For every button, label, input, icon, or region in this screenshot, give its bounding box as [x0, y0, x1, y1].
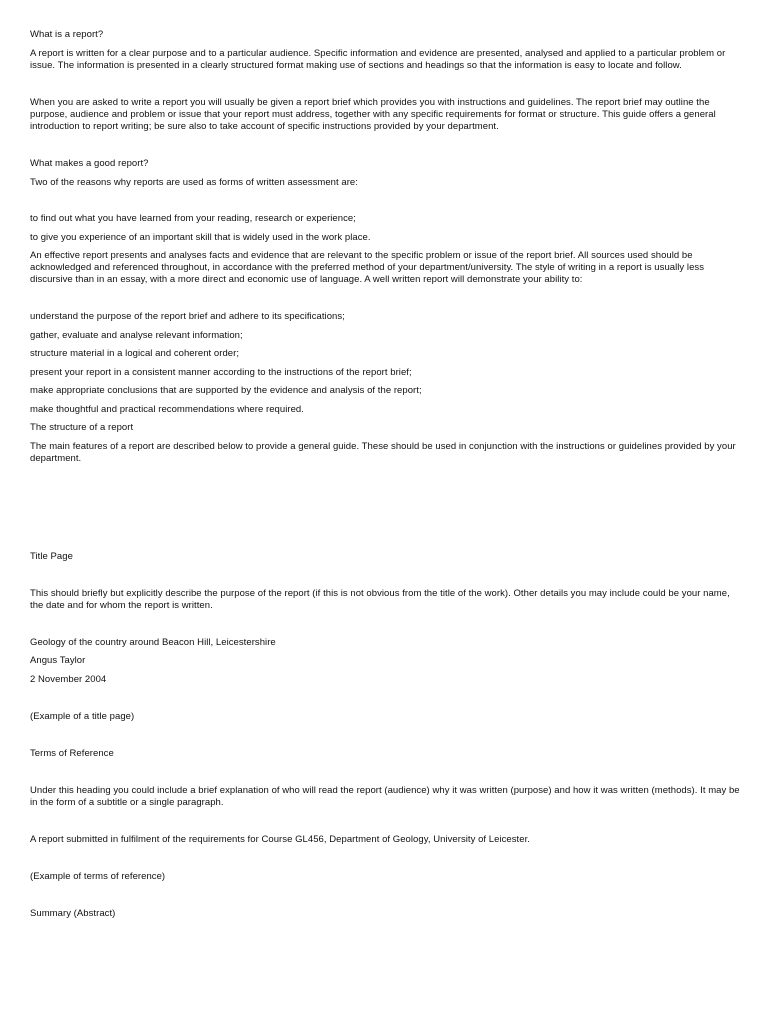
heading-good-report: What makes a good report? — [30, 158, 149, 169]
reason-item: to find out what you have learned from your reading, research or experience; — [30, 213, 356, 224]
heading-what-is-report: What is a report? — [30, 29, 104, 40]
paragraph-two-reasons: Two of the reasons why reports are used as forms of written assessment are: — [30, 177, 358, 188]
example-author: Angus Taylor — [30, 655, 86, 666]
paragraph-main-features: The main features of a report are described below to provide a general guide. These should be used in conjunction with the instructions or guidelines provided by your department. — [30, 441, 736, 464]
paragraph-title-page: This should briefly but explicitly describe the purpose of the report (if this is not obvious from the title of the work). Other details you may include could be your name, the date and for whom the report is written. — [30, 588, 730, 611]
ability-item: structure material in a logical and coherent order; — [30, 348, 240, 359]
ability-item: make thoughtful and practical recommendations where required. — [30, 404, 304, 415]
reason-item: to give you experience of an important skill that is widely used in the work place. — [30, 232, 371, 243]
ability-item: make appropriate conclusions that are supported by the evidence and analysis of the report; — [30, 385, 422, 396]
paragraph-terms-of-reference: Under this heading you could include a brief explanation of who will read the report (audience) why it was written (purpose) and how it was written (methods). It may be in the form of a subtitle or a single paragraph. — [30, 785, 740, 808]
ability-item: gather, evaluate and analyse relevant information; — [30, 330, 243, 341]
paragraph-report-definition: A report is written for a clear purpose and to a particular audience. Specific information and evidence are presented, analysed and applied to a particular problem or issue. The information is presented in a clearly structured format making use of sections and headings so that the information is easy to locate and follow. — [30, 48, 726, 71]
heading-title-page: Title Page — [30, 551, 73, 562]
paragraph-report-brief: When you are asked to write a report you will usually be given a report brief which provides you with instructions and guidelines. The report brief may outline the purpose, audience and problem or issue that your report must address, together with any specific requirements for format or structure. This guide offers a general introduction to report writing; be sure also to take account of specific instructions provided by your department. — [30, 97, 716, 132]
example-title: Geology of the country around Beacon Hill, Leicestershire — [30, 637, 276, 648]
example-date: 2 November 2004 — [30, 674, 107, 685]
heading-structure: The structure of a report — [30, 422, 134, 433]
example-terms-caption: (Example of terms of reference) — [30, 871, 166, 882]
paragraph-effective-report: An effective report presents and analyses facts and evidence that are relevant to the specific problem or issue of the report brief. All sources used should be acknowledged and referenced throughout, in accordance with the preferred method of your department/university. The style of writing in a report is usually less discursive than in an essay, with a more direct and economic use of language. A well written report will demonstrate your ability to: — [30, 250, 705, 285]
example-terms: A report submitted in fulfilment of the requirements for Course GL456, Department of Geology, University of Leicester. — [30, 834, 530, 845]
ability-item: understand the purpose of the report brief and adhere to its specifications; — [30, 311, 345, 322]
ability-item: present your report in a consistent manner according to the instructions of the report brief; — [30, 367, 412, 378]
heading-terms-of-reference: Terms of Reference — [30, 748, 114, 759]
example-title-caption: (Example of a title page) — [30, 711, 135, 722]
heading-summary: Summary (Abstract) — [30, 908, 116, 919]
